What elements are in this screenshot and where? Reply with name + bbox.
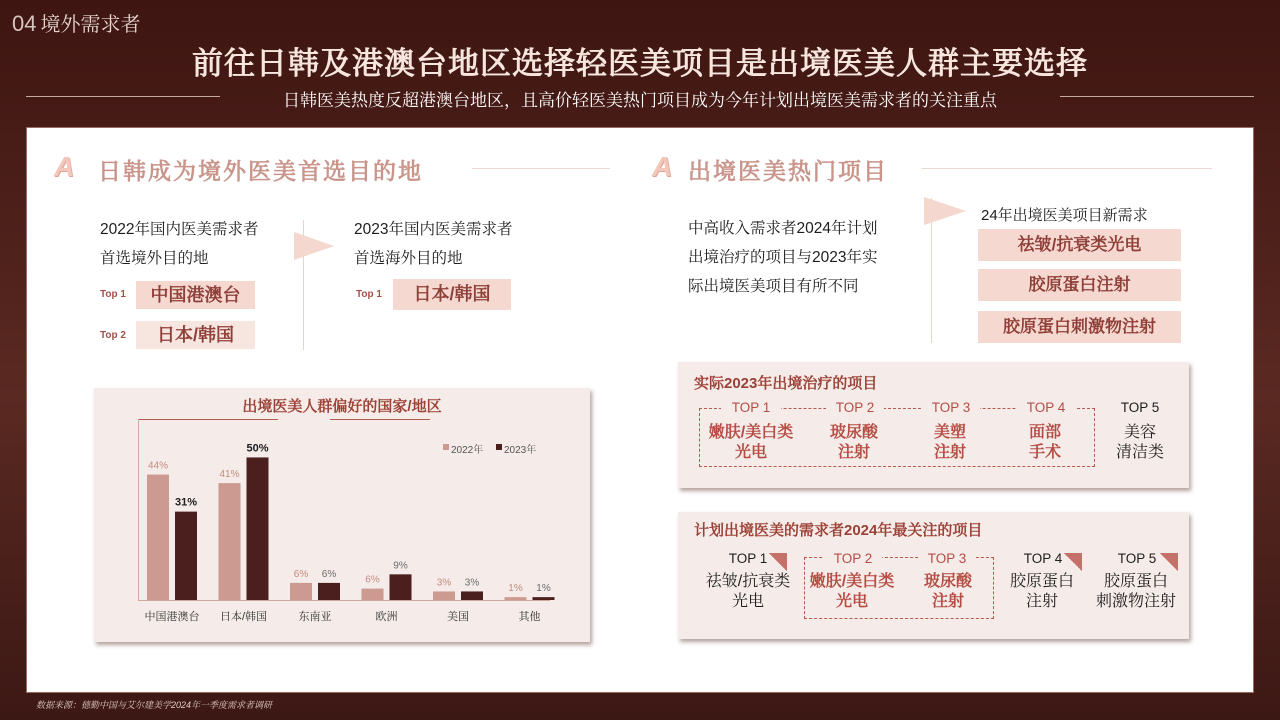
col2022-line1: 2022年国内医美需求者	[100, 221, 259, 238]
p23-item-5-line2: 清洁类	[1115, 444, 1164, 461]
bar-2022-3	[362, 589, 384, 600]
p23-item-4-line2: 手术	[1028, 444, 1061, 461]
data-label-2023-4: 3%	[464, 577, 480, 589]
new-demand-item-2: 胶原蛋白注射	[978, 269, 1181, 301]
data-label-2022-3: 6%	[365, 574, 380, 586]
arrow-flag-icon-right	[924, 197, 968, 225]
section-a-logo: A	[54, 151, 75, 182]
bar-2022-4	[433, 591, 455, 600]
data-label-2023-2: 6%	[321, 568, 337, 580]
new-demand-item-3: 胶原蛋白刺激物注射	[978, 311, 1181, 343]
p23-item-3-line1: 美塑	[933, 424, 966, 441]
p23-rank-4: TOP 4	[1017, 400, 1075, 415]
p24-item-2-line2: 光电	[835, 593, 868, 610]
data-label-2022-1: 41%	[219, 469, 240, 481]
data-label-2023-1: 50%	[246, 442, 269, 455]
p24-rank-3: TOP 3	[918, 551, 976, 566]
p23-item-5-line1: 美容	[1123, 424, 1156, 441]
right-heading: 出境医美热门项目	[688, 158, 888, 184]
p24-item-3-line1: 玻尿酸	[923, 573, 972, 590]
category-label-2: 东南亚	[298, 611, 332, 623]
category-label-0: 中国港澳台	[144, 611, 200, 623]
bar-2023-0	[175, 512, 197, 600]
right-heading-rule	[922, 168, 1212, 169]
legend-label-2022: 2022年	[451, 445, 484, 456]
intro-line-3: 际出境医美项目有所不同	[688, 278, 859, 295]
bar-2023-2	[318, 583, 340, 600]
p23-rank-5: TOP 5	[1120, 400, 1160, 415]
bar-2022-1	[219, 483, 241, 600]
p23-rank-1: TOP 1	[721, 400, 781, 415]
category-label-3: 欧洲	[375, 611, 398, 623]
col2023-line2: 首选海外目的地	[354, 250, 463, 267]
subtitle-rule-right	[1060, 96, 1254, 97]
data-label-2022-0: 44%	[147, 460, 169, 472]
panel-2024-title: 计划出境医美的需求者2024年最关注的项目	[694, 522, 983, 539]
p23-item-4-line1: 面部	[1028, 424, 1061, 441]
p24-item-1-line2: 光电	[731, 593, 764, 610]
col2022-line2: 首选境外目的地	[100, 250, 209, 267]
panel-2023-title: 实际2023年出境治疗的项目	[694, 375, 878, 392]
col2023-line1: 2023年国内医美需求者	[354, 221, 513, 238]
p23-rank-3: TOP 3	[922, 400, 980, 415]
bar-2022-0	[147, 475, 169, 600]
section-a-logo-right: A	[652, 151, 673, 182]
col2022-rank-2: Top 2	[100, 330, 126, 341]
p23-rank-2: TOP 2	[826, 400, 884, 415]
data-label-2023-5: 1%	[536, 583, 551, 595]
data-label-2023-3: 9%	[393, 560, 408, 572]
data-source: 数据来源：德勤中国与艾尔建美学2024年一季度需求者调研	[36, 700, 273, 710]
new-tag-icon	[769, 553, 787, 571]
left-heading-rule	[472, 168, 610, 169]
category-label-5: 其他	[518, 611, 541, 623]
col2022-value-1: 中国港澳台	[136, 281, 255, 309]
p24-rank-2: TOP 2	[824, 551, 882, 566]
intro-line-2: 出境治疗的项目与2023年实	[688, 249, 878, 266]
chart-title: 出境医美人群偏好的国家/地区	[242, 398, 442, 415]
p23-item-3-line2: 注射	[933, 444, 966, 461]
bar-chart	[94, 388, 590, 642]
col2023-rank-1: Top 1	[356, 289, 382, 300]
arrow-flag-icon	[294, 232, 336, 260]
p24-rank-1: TOP 1	[728, 551, 768, 566]
legend-label-2023: 2023年	[504, 445, 537, 456]
p23-item-2-line1: 玻尿酸	[829, 424, 878, 441]
section-label	[12, 8, 140, 37]
bar-2023-3	[390, 574, 412, 600]
p23-item-2-line2: 注射	[837, 444, 870, 461]
p24-item-5-line1: 胶原蛋白	[1103, 573, 1168, 590]
col2022-rank-1: Top 1	[100, 289, 126, 300]
p24-item-4-line1: 胶原蛋白	[1009, 573, 1074, 590]
p24-item-2-line1: 嫩肤/美白类	[809, 573, 895, 590]
p24-item-1-line1: 祛皱/抗衰类	[705, 573, 791, 590]
legend-swatch-2023	[496, 444, 502, 450]
bar-2022-2	[290, 583, 312, 600]
p23-item-1-line1: 嫩肤/美白类	[708, 424, 794, 441]
intro-line-1: 中高收入需求者2024年计划	[688, 220, 878, 237]
data-label-2023-0: 31%	[174, 496, 198, 509]
new-tag-icon	[1064, 553, 1082, 571]
col2023-value-1: 日本/韩国	[393, 279, 511, 310]
page-subtitle: 日韩医美热度反超港澳台地区，且高价轻医美热门项目成为今年计划出境医美需求者的关注重点	[283, 91, 997, 110]
section-title: 境外需求者	[40, 14, 141, 36]
category-label-1: 日本/韩国	[219, 611, 268, 623]
category-label-4: 美国	[447, 611, 469, 623]
bar-2023-4	[461, 591, 483, 600]
data-label-2022-5: 1%	[508, 583, 523, 595]
data-label-2022-2: 6%	[293, 568, 309, 580]
p23-item-1-line2: 光电	[734, 444, 767, 461]
p24-item-3-line2: 注射	[931, 593, 964, 610]
legend-swatch-2022	[443, 444, 449, 450]
new-demand-title: 24年出境医美项目新需求	[981, 207, 1148, 224]
page-title: 前往日韩及港澳台地区选择轻医美项目是出境医美人群主要选择	[192, 46, 1088, 81]
bar-2022-5	[505, 597, 527, 600]
col2022-value-2: 日本/韩国	[136, 321, 255, 349]
left-heading: 日韩成为境外医美首选目的地	[98, 158, 423, 184]
new-tag-icon	[1160, 553, 1178, 571]
data-label-2022-4: 3%	[436, 577, 452, 589]
new-demand-item-1: 祛皱/抗衰类光电	[978, 229, 1181, 261]
bar-2023-5	[533, 597, 555, 600]
section-number: 04	[12, 11, 37, 36]
p24-rank-5: TOP 5	[1117, 551, 1157, 566]
p24-item-5-line2: 刺激物注射	[1095, 593, 1176, 610]
p24-rank-4: TOP 4	[1023, 551, 1063, 566]
p24-item-4-line2: 注射	[1025, 593, 1058, 610]
bar-2023-1	[247, 457, 269, 600]
